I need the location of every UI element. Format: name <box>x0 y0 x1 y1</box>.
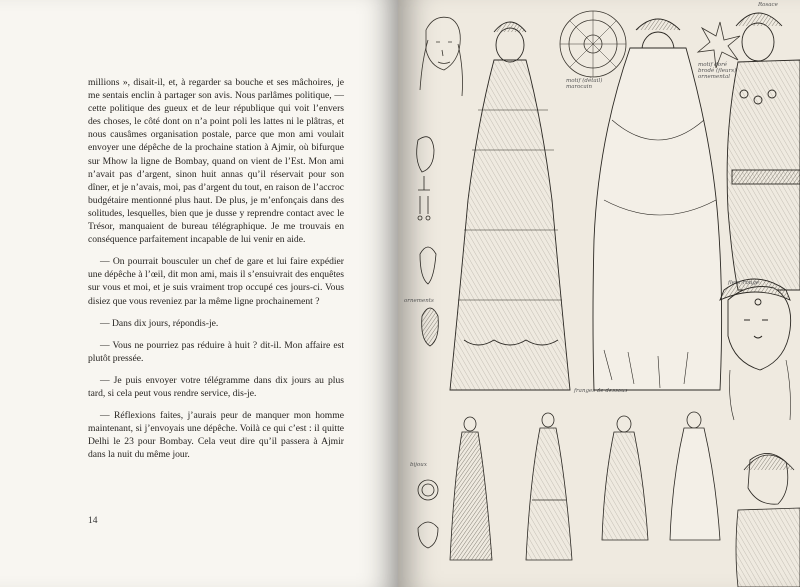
woman-figure-large-left <box>450 22 570 390</box>
annotation-hem: franges de dessous <box>574 388 628 394</box>
annotation-flower: fleur rouge <box>728 280 760 286</box>
annotation-embroidery: motif doré brodé (fleurs) ornemental <box>698 62 737 80</box>
small-figure-3 <box>602 416 648 540</box>
small-figure-2 <box>526 413 572 560</box>
small-figure-1 <box>450 417 492 560</box>
rosette-medallion-sketch <box>560 11 626 77</box>
annotation-rosace: Rosace <box>758 2 778 8</box>
small-figure-4 <box>670 412 720 540</box>
small-figure-5 <box>736 453 800 587</box>
annotation-motif: motif (détail) marocain <box>566 78 603 90</box>
left-page <box>0 0 398 587</box>
paragraph: millions », disait-il, et, à regarder sa bouche et ses mâchoires, je me sentais enclin à partager son avis. Nous parlâmes politique, — cette politique des gueux et de leur république qui voit l’envers des choses, le côté dont on n’a point poli les lattes ni le plâtras, et nous causâmes organisation postale, parce que mon ami voulait envoyer une dépêche de la prochaine station à Ajmir, où bifurque sur Mhow la ligne de Bombay, quand on vient de l’Est. Mon ami n’avait pas d’argent, sinon huit annas qu’il réservait pour son dîner, et je n’avais, moi, pas d’argent du tout, en raison de l’accroc budgétaire mentionné plus haut. De plus, je m’enfonçais dans des solitudes, lesquelles, bien que je dusse y reprendre contact avec le Trésor, manquaient de bureau télégraphique. Je me trouvais en conséquence parfaitement incapable de lui venir en aide. <box>88 77 344 246</box>
jewelry-sketches-column <box>417 137 439 548</box>
annotation-ornaments: ornements <box>404 298 434 304</box>
right-page-illustration <box>398 0 800 587</box>
paragraph: — Vous ne pourriez pas réduire à huit ? dit-il. Mon affaire est plutôt pressée. <box>88 339 344 364</box>
page-number: 14 <box>88 516 98 526</box>
paragraph: — Dans dix jours, répondis-je. <box>100 317 219 329</box>
paragraph: — On pourrait bousculer un chef de gare et lui faire expédier une dépêche à l’œil, dit mon ami, mais il s’ensuivrait des enquêtes sur vous et moi, et je suis vraiment trop occupé ces jours-ci. Vous disiez que vous reveniez par la même ligne prochainement ? <box>88 256 344 307</box>
paragraph: — Je puis envoyer votre télégramme dans dix jours au plus tard, si cela peut vous rendre service, dis-je. <box>88 374 344 399</box>
paragraph: — Réflexions faites, j’aurais peur de manquer mon homme maintenant, si j’envoyais une dépêche. Voilà ce qui c’est : il quitte Delhi le 23 pour Bombay. Cela veut dire qu’il passera à Ajmir dans la nuit du même jour. <box>88 410 344 461</box>
annotation-jewels: bijoux <box>410 462 427 468</box>
woman-figure-large-right <box>727 13 800 290</box>
face-sketch-topleft <box>420 17 463 96</box>
body-text <box>88 76 344 470</box>
face-jewelry-sketch-right <box>720 279 791 420</box>
